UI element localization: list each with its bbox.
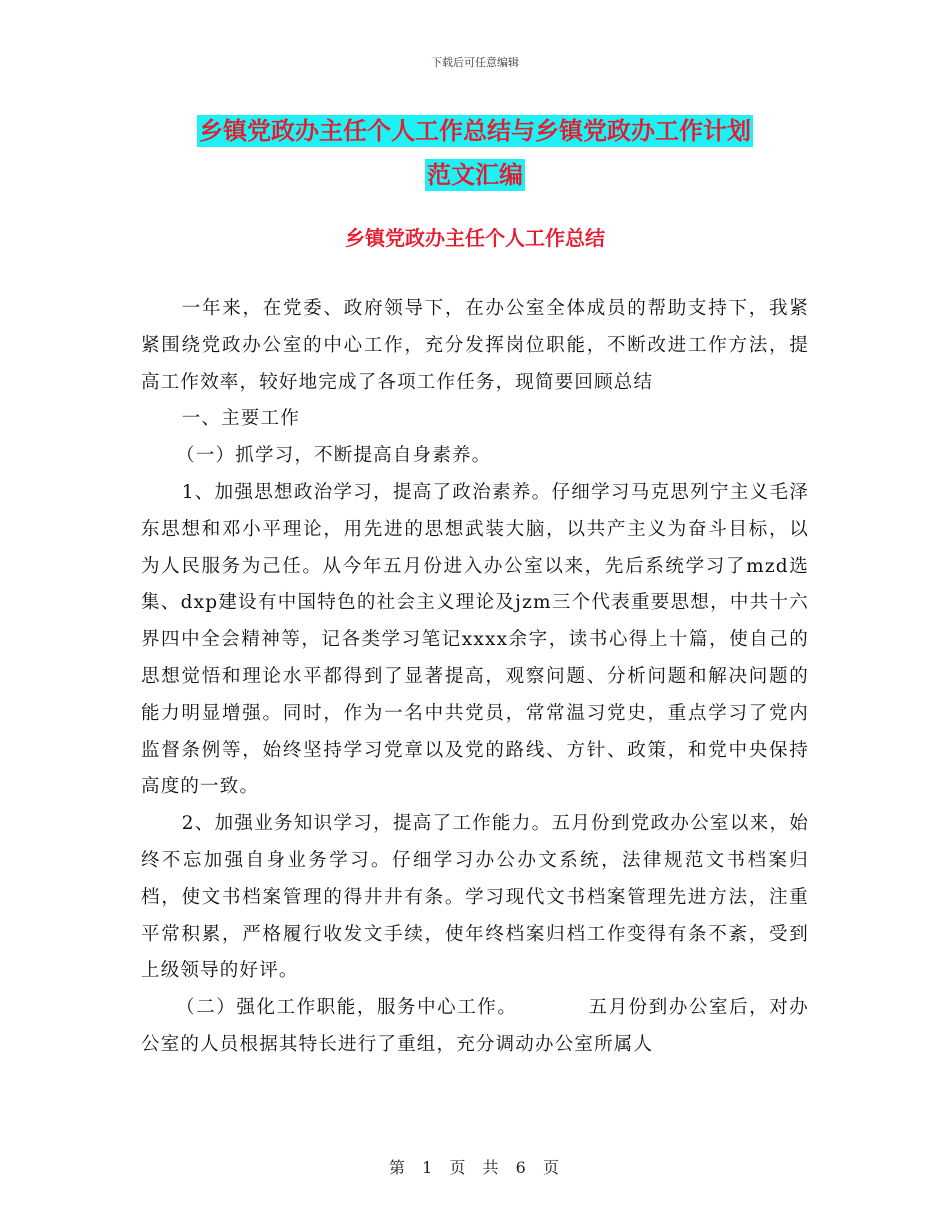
document-title-text-1: 乡镇党政办主任个人工作总结与乡镇党政办工作计划 (199, 117, 751, 145)
section-title: 乡镇党政办主任个人工作总结 (345, 226, 605, 250)
paragraph-heading-main-work: 一、主要工作 (181, 408, 300, 430)
page-footer (0, 1155, 950, 1178)
paragraph-strengthen-functions: （二）强化工作职能，服务中心工作。 五月份到办公室后，对办公室的人员根据其特长进行了重组，充分调动办公室所属人 (141, 997, 809, 1055)
footer-prefix: 第 (389, 1158, 408, 1177)
paragraph-business-study: 2、加强业务知识学习，提高了工作能力。五月份到党政办公室以来，始终不忘加强自身业务学习。仔细学习办公办文系统，法律规范文书档案归档，使文书档案管理的得井井有条。学习现代文书档案管理先进方法，注重平常积累，严格履行收发文手续，使年终档案归档工作变得有条不紊，受到上级领导的好评。 (141, 813, 809, 982)
footer-suffix: 页 (542, 1158, 561, 1177)
footer-total-prefix: 共 (482, 1158, 501, 1177)
footer-page-label: 页 (449, 1158, 468, 1177)
footer-page-total: 6 (515, 1158, 528, 1177)
document-title-text-2: 范文汇编 (427, 161, 523, 189)
paragraph-political-study: 1、加强思想政治学习，提高了政治素养。仔细学习马克思列宁主义毛泽东思想和邓小平理论，用先进的思想武装大脑，以共产主义为奋斗目标，以为人民服务为己任。从今年五月份进入办公室以来，先后系统学习了mzd选集、dxp建设有中国特色的社会主义理论及jzm三个代表重要思想，中共十六界四中全会精神等，记各类学习笔记xxxx余字，读书心得上十篇，使自己的思想觉悟和理论水平都得到了显著提高，观察问题、分析问题和解决问题的能力明显增强。同时，作为一名中共党员，常常温习党史，重点学习了党内监督条例等，始终坚持学习党章以及党的路线、方针、政策，和党中央保持高度的一致。 (141, 481, 809, 798)
paragraph-intro: 一年来，在党委、政府领导下，在办公室全体成员的帮助支持下，我紧紧围绕党政办公室的中心工作，充分发挥岗位职能，不断改进工作方法，提高工作效率，较好地完成了各项工作任务，现简要回顾总结 (141, 298, 809, 393)
document-body (141, 291, 809, 1064)
document-title-line-2 (140, 152, 810, 198)
paragraph-subheading-study: （一）抓学习，不断提高自身素养。 (176, 445, 492, 467)
header-note: 下载后可任意编辑 (431, 56, 519, 69)
footer-page-current: 1 (422, 1158, 435, 1177)
document-title-line-1 (140, 108, 810, 154)
